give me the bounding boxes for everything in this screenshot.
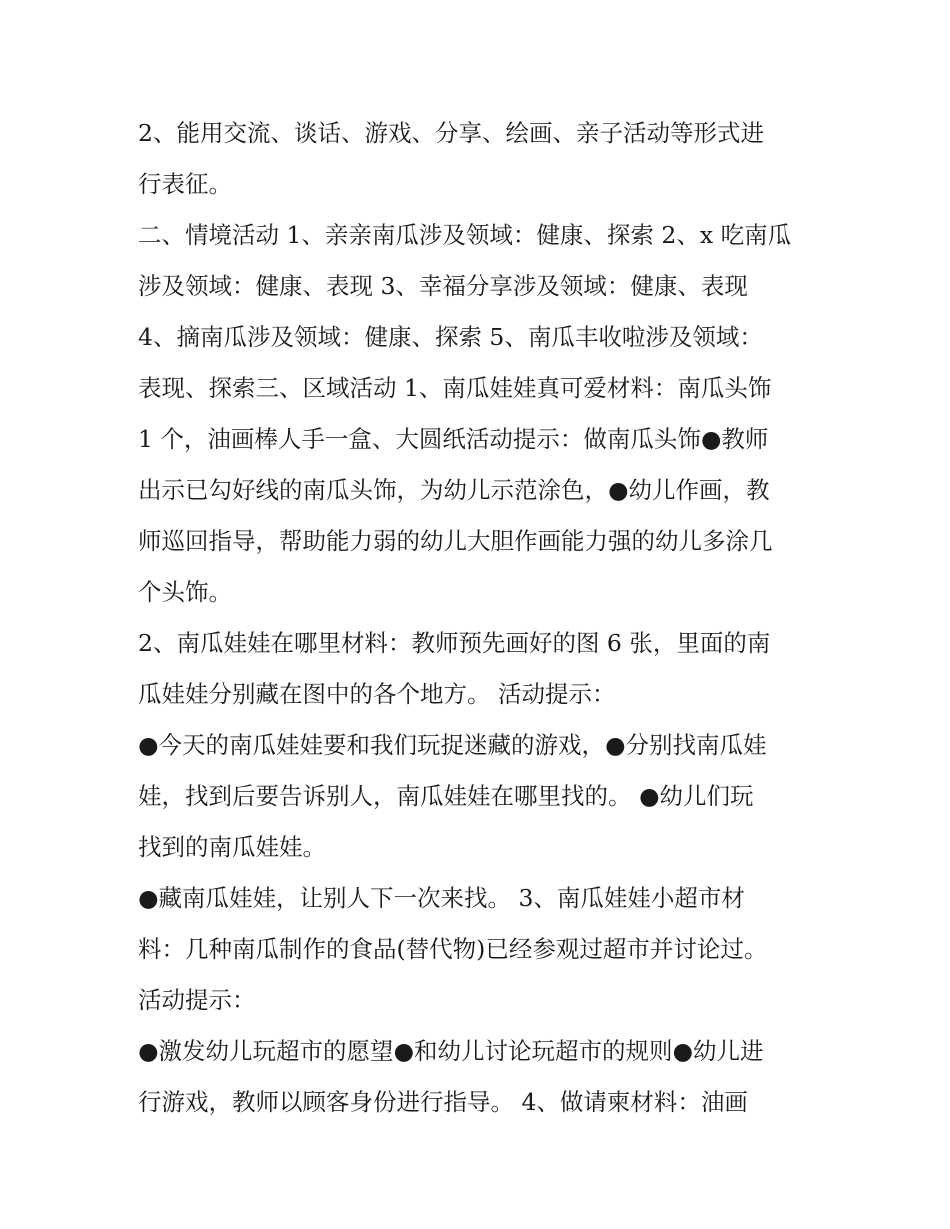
text-line: 瓜娃娃分别藏在图中的各个地方。 活动提示： bbox=[138, 680, 616, 708]
document-body bbox=[138, 108, 818, 1128]
text-line: 料：几种南瓜制作的食品(替代物)已经参观过超市并讨论过。 bbox=[138, 935, 768, 963]
text-line: 找到的南瓜娃娃。 bbox=[138, 833, 326, 861]
text-line: 师巡回指导，帮助能力弱的幼儿大胆作画能力强的幼儿多涂几 bbox=[138, 527, 773, 555]
text-line: ●今天的南瓜娃娃要和我们玩捉迷藏的游戏，●分别找南瓜娃 bbox=[138, 731, 767, 759]
text-line: 行表征。 bbox=[138, 170, 232, 198]
text-line: 出示已勾好线的南瓜头饰，为幼儿示范涂色，●幼儿作画，教 bbox=[138, 476, 770, 504]
text-line: 涉及领域：健康、表现 3、幸福分享涉及领域：健康、表现 bbox=[138, 272, 748, 300]
text-line: 表现、探索三、区域活动 1、南瓜娃娃真可爱材料：南瓜头饰 bbox=[138, 374, 772, 402]
text-line: 4、摘南瓜涉及领域：健康、探索 5、南瓜丰收啦涉及领域： bbox=[138, 323, 763, 351]
text-line: 娃，找到后要告诉别人，南瓜娃娃在哪里找的。 ●幼儿们玩 bbox=[138, 782, 754, 810]
text-line: ●激发幼儿玩超市的愿望●和幼儿讨论玩超市的规则●幼儿进 bbox=[138, 1037, 764, 1065]
text-line: 二、情境活动 1、亲亲南瓜涉及领域：健康、探索 2、x 吃南瓜 bbox=[138, 221, 792, 249]
text-line: 2、南瓜娃娃在哪里材料：教师预先画好的图 6 张，里面的南 bbox=[138, 629, 771, 657]
text-line: 活动提示： bbox=[138, 986, 256, 1014]
text-line: 2、能用交流、谈话、游戏、分享、绘画、亲子活动等形式进 bbox=[138, 119, 764, 147]
text-line: 行游戏，教师以顾客身份进行指导。 4、做请柬材料：油画 bbox=[138, 1088, 748, 1116]
text-line: 1 个，油画棒人手一盒、大圆纸活动提示：做南瓜头饰●教师 bbox=[138, 425, 769, 453]
text-line: 个头饰。 bbox=[138, 578, 232, 606]
text-line: ●藏南瓜娃娃，让别人下一次来找。 3、南瓜娃娃小超市材 bbox=[138, 884, 745, 912]
